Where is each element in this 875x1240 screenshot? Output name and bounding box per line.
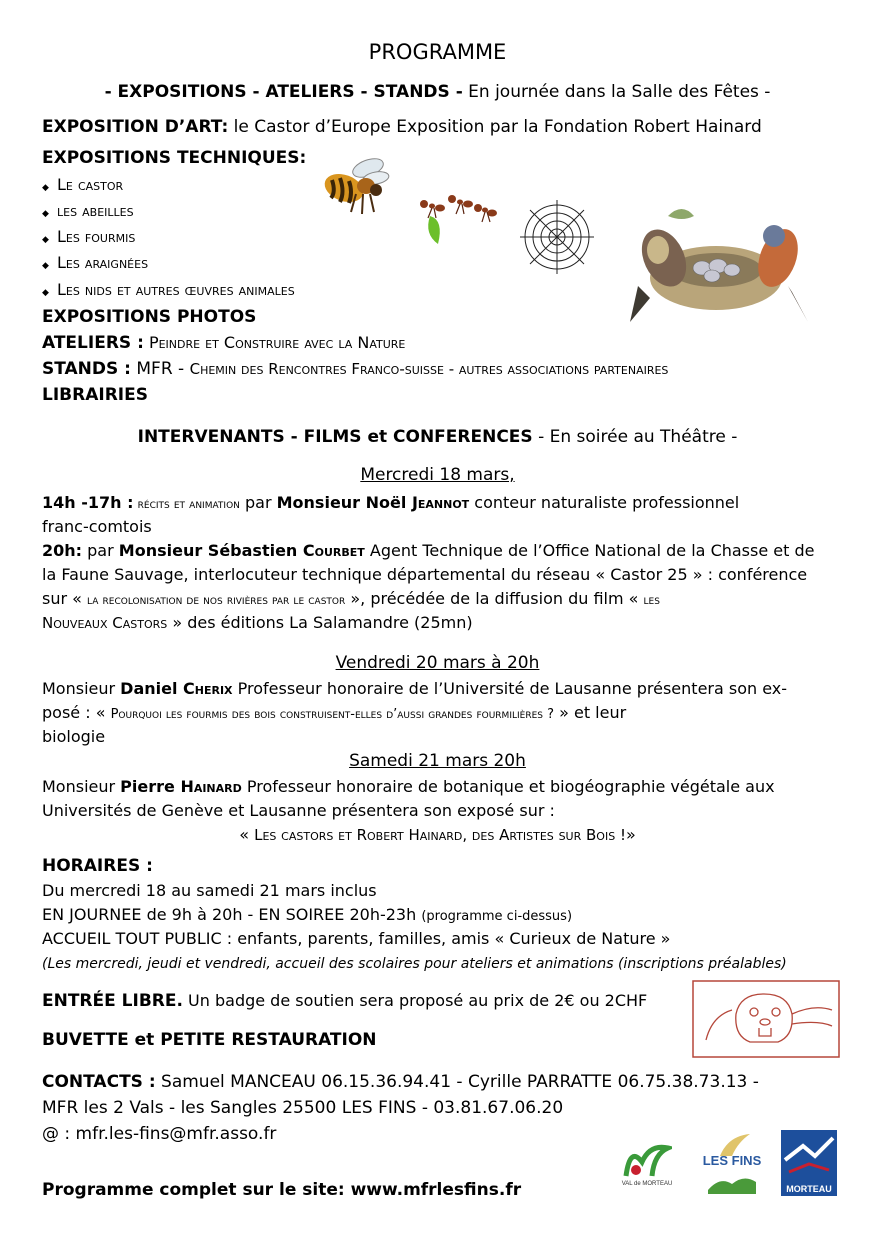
day2-line: posé : « Pourquoi les fourmis des bois construisent-elles d’aussi grandes fourmilières ? » et leur xyxy=(42,703,627,722)
stands: STANDS : MFR - Chemin des Rencontres Franco-suisse - autres associations partenaires xyxy=(42,359,669,379)
page-title: PROGRAMME xyxy=(368,40,507,64)
logo-caption: LES FINS xyxy=(702,1153,762,1168)
bullet-icon: ◆ xyxy=(42,288,49,298)
list-item: Les fourmis xyxy=(57,227,136,246)
horaires-line: Du mercredi 18 au samedi 21 mars inclus xyxy=(42,881,377,900)
horaires-note: (Les mercredi, jeudi et vendredi, accueil des scolaires pour ateliers et animations (inscriptions préalables) xyxy=(42,956,787,972)
list-item: Les araignées xyxy=(57,253,149,272)
birds-nest-icon xyxy=(628,196,810,324)
logo-caption: MORTEAU xyxy=(781,1182,837,1196)
bullet-icon: ◆ xyxy=(42,209,49,219)
horaires-heading: HORAIRES : xyxy=(42,856,153,876)
day1-line: franc-comtois xyxy=(42,517,152,536)
morteau-logo xyxy=(781,1130,837,1196)
val-de-morteau-logo xyxy=(614,1140,680,1196)
contacts-line: CONTACTS : Samuel MANCEAU 06.15.36.94.41 - Cyrille PARRATTE 06.75.38.73.13 - xyxy=(42,1072,759,1092)
day1-line: 14h -17h : récits et animation par Monsieur Noël Jeannot conteur naturaliste professionnel xyxy=(42,493,740,512)
bullet-icon: ◆ xyxy=(42,261,49,271)
day3-heading: Samedi 21 mars 20h xyxy=(349,751,526,771)
day1-line: la Faune Sauvage, interlocuteur technique départemental du réseau « Castor 25 » : conférence xyxy=(42,565,808,584)
logo-caption: VAL de MORTEAU xyxy=(621,1181,673,1187)
tech-heading: EXPOSITIONS TECHNIQUES: xyxy=(42,148,307,168)
day1-line: sur « la recolonisation de nos rivières par le castor », précédée de la diffusion du film « les xyxy=(42,589,660,608)
day2-heading: Vendredi 20 mars à 20h xyxy=(335,653,540,673)
list-item: Les nids et autres œuvres animales xyxy=(57,280,295,299)
day1-line: 20h: par Monsieur Sébastien Courbet Agent Technique de l’Office National de la Chasse et de xyxy=(42,541,815,560)
subtitle: - EXPOSITIONS - ATELIERS - STANDS - En journée dans la Salle des Fêtes - xyxy=(104,82,771,102)
list-item: les abeilles xyxy=(57,201,134,220)
landscape-icon xyxy=(708,1170,756,1194)
day2-line: biologie xyxy=(42,727,106,746)
list-item: Le castor xyxy=(57,175,124,194)
footer-website[interactable]: Programme complet sur le site: www.mfrlesfins.fr xyxy=(42,1180,522,1200)
spider-web-icon xyxy=(518,198,596,276)
logo-m-icon xyxy=(622,1140,672,1180)
contacts-email[interactable]: @ : mfr.les-fins@mfr.asso.fr xyxy=(42,1124,277,1144)
bullet-icon: ◆ xyxy=(42,235,49,245)
day1-heading: Mercredi 18 mars, xyxy=(360,465,515,485)
day3-line: « Les castors et Robert Hainard, des Artistes sur Bois !» xyxy=(239,825,636,844)
ateliers: ATELIERS : Peindre et Construire avec la Nature xyxy=(42,333,406,353)
horaires-line: EN JOURNEE de 9h à 20h - EN SOIREE 20h-23h (programme ci-dessus) xyxy=(42,905,573,924)
morteau-emblem-icon xyxy=(781,1130,837,1182)
day1-line: Nouveaux Castors » des éditions La Salamandre (25mn) xyxy=(42,613,473,632)
beaver-badge-icon xyxy=(692,980,840,1058)
buvette: BUVETTE et PETITE RESTAURATION xyxy=(42,1030,377,1050)
bullet-icon: ◆ xyxy=(42,183,49,193)
librairies-heading: LIBRAIRIES xyxy=(42,385,148,405)
entree: ENTRÉE LIBRE. Un badge de soutien sera proposé au prix de 2€ ou 2CHF xyxy=(42,991,648,1011)
day3-line: Monsieur Pierre Hainard Professeur honoraire de botanique et biogéographie végétale aux xyxy=(42,777,775,796)
contacts-line: MFR les 2 Vals - les Sangles 25500 LES FINS - 03.81.67.06.20 xyxy=(42,1098,564,1118)
photos-heading: EXPOSITIONS PHOTOS xyxy=(42,307,257,327)
intervenants-heading: INTERVENANTS - FILMS et CONFERENCES - En soirée au Théâtre - xyxy=(137,427,738,447)
bee-icon xyxy=(318,152,394,220)
day2-line: Monsieur Daniel Cherix Professeur honoraire de l’Université de Lausanne présentera son ex- xyxy=(42,679,788,698)
horaires-line: ACCUEIL TOUT PUBLIC : enfants, parents, familles, amis « Curieux de Nature » xyxy=(42,929,671,948)
ants-icon xyxy=(412,190,498,246)
day3-line: Universités de Genève et Lausanne présentera son exposé sur : xyxy=(42,801,555,820)
art-exhibition: EXPOSITION D’ART: le Castor d’Europe Exposition par la Fondation Robert Hainard xyxy=(42,117,762,137)
les-fins-logo xyxy=(700,1132,764,1196)
